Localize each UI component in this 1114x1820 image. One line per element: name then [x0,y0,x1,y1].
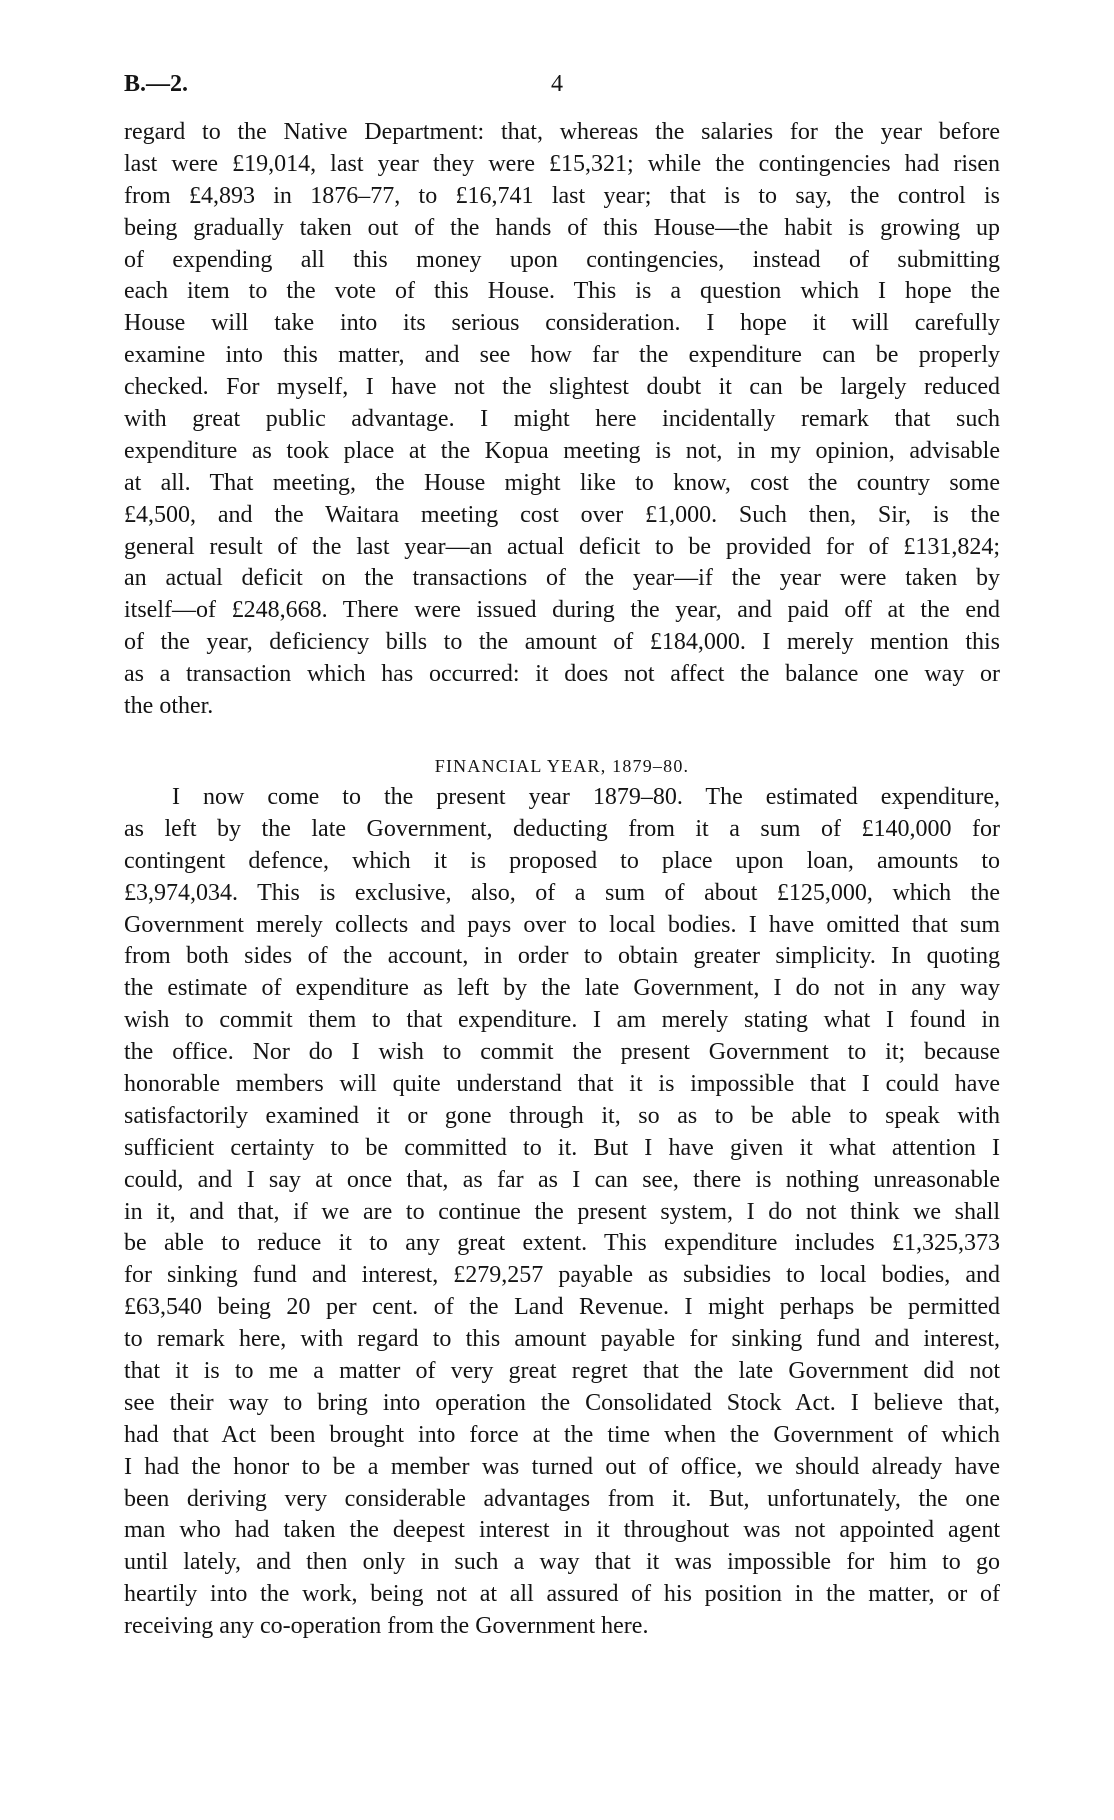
paragraph-line: man who had taken the deepest interest in it throughout was not appointed agent [124,1517,1000,1544]
paragraph-line: I had the honor to be a member was turned out of office, we should already have [124,1453,1000,1480]
paragraph-line: general result of the last year—an actual deficit to be provided for of £131,824; [124,533,1000,560]
paragraph-line: £3,974,034. This is exclusive, also, of a sum of about £125,000, which the [124,879,1000,906]
paragraph-line: had that Act been brought into force at the time when the Government of which [124,1421,1000,1448]
paragraph-line: from £4,893 in 1876–77, to £16,741 last year; that is to say, the control is [124,182,1000,209]
paragraph-line: the estimate of expenditure as left by the late Government, I do not in any way [124,975,1000,1002]
document-code: B.—2. [124,71,189,97]
paragraph-line: being gradually taken out of the hands of this House—the habit is growing up [124,214,1000,241]
paragraph-line: in it, and that, if we are to continue the present system, I do not think we shall [124,1198,1000,1225]
paragraph-line: receiving any co-operation from the Government here. [124,1613,649,1640]
paragraph-line: see their way to bring into operation the Consolidated Stock Act. I believe that, [124,1389,1000,1416]
paragraph-line: expenditure as took place at the Kopua meeting is not, in my opinion, advisable [124,437,1000,464]
paragraph-line: regard to the Native Department: that, whereas the salaries for the year before [124,119,1000,145]
paragraph-line: could, and I say at once that, as far as I can see, there is nothing unreasonable [124,1166,1000,1193]
paragraph-line: with great public advantage. I might here incidentally remark that such [124,406,1000,433]
paragraph-line: each item to the vote of this House. This is a question which I hope the [124,278,1000,305]
paragraph-line: I now come to the present year 1879–80. The estimated expenditure, [172,784,1000,810]
paragraph-line: at all. That meeting, the House might like to know, cost the country some [124,469,1000,496]
paragraph-line: contingent defence, which it is proposed to place upon loan, amounts to [124,847,1000,874]
paragraph-line: from both sides of the account, in order to obtain greater simplicity. In quoting [124,943,1000,970]
paragraph-line: heartily into the work, being not at all assured of his position in the matter, or of [124,1581,1000,1608]
paragraph-line: Government merely collects and pays over to local bodies. I have omitted that sum [124,911,1000,938]
paragraph-line: that it is to me a matter of very great regret that the late Government did not [124,1358,1000,1385]
paragraph-line: of expending all this money upon contingencies, instead of submitting [124,246,1000,273]
paragraph-line: examine into this matter, and see how far the expenditure can be properly [124,342,1000,369]
paragraph-line: last were £19,014, last year they were £15,321; while the contingencies had risen [124,150,1000,177]
section-heading: FINANCIAL YEAR, 1879–80. [434,756,690,776]
paragraph-line: until lately, and then only in such a way that it was impossible for him to go [124,1549,1000,1576]
paragraph-line: House will take into its serious consideration. I hope it will carefully [124,310,1000,337]
paragraph-line: itself—of £248,668. There were issued during the year, and paid off at the end [124,597,1000,624]
paragraph-line: as a transaction which has occurred: it does not affect the balance one way or [124,661,1000,688]
paragraph-line: £4,500, and the Waitara meeting cost over £1,000. Such then, Sir, is the [124,501,1000,528]
paragraph-line: sufficient certainty to be committed to it. But I have given it what attention I [124,1134,1000,1161]
paragraph-line: £63,540 being 20 per cent. of the Land Revenue. I might perhaps be permitted [124,1294,1000,1321]
paragraph-line: wish to commit them to that expenditure. I am merely stating what I found in [124,1007,1000,1034]
paragraph-line: of the year, deficiency bills to the amount of £184,000. I merely mention this [124,629,1000,656]
paragraph-line: to remark here, with regard to this amount payable for sinking fund and interest, [124,1326,1000,1353]
paragraph [124,782,1000,1643]
paragraph-line: honorable members will quite understand that it is impossible that I could have [124,1071,1000,1098]
page-number: 4 [551,71,563,97]
paragraph [124,117,1000,723]
paragraph-line: satisfactorily examined it or gone through it, so as to be able to speak with [124,1102,1000,1129]
paragraph-line: be able to reduce it to any great extent. This expenditure includes £1,325,373 [124,1230,1000,1257]
paragraph-line: an actual deficit on the transactions of the year—if the year were taken by [124,565,1000,592]
paragraph-line: the office. Nor do I wish to commit the present Government to it; because [124,1039,1000,1066]
paragraph-line: been deriving very considerable advantages from it. But, unfortunately, the one [124,1485,1000,1512]
paragraph-line: checked. For myself, I have not the slightest doubt it can be largely reduced [124,374,1000,401]
paragraph-line: the other. [124,693,214,720]
paragraph-line: for sinking fund and interest, £279,257 payable as subsidies to local bodies, and [124,1262,1000,1289]
running-head [124,68,1000,100]
paragraph-line: as left by the late Government, deducting from it a sum of £140,000 for [124,815,1000,842]
